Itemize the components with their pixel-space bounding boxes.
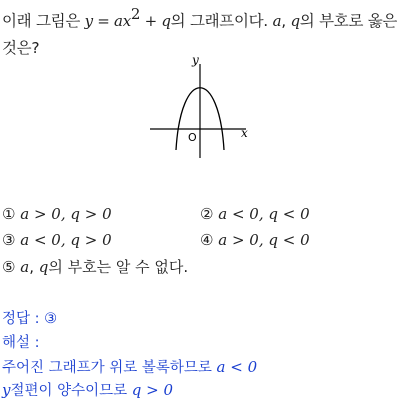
explanation-line-1-text: 주어진 그래프가 위로 볼록하므로 — [2, 360, 217, 376]
x-axis-label: x — [241, 126, 248, 140]
option-2-text: a < 0, q < 0 — [218, 205, 310, 223]
explanation-line-2-math: q > 0 — [131, 381, 174, 399]
option-5[interactable] — [2, 258, 188, 276]
option-2[interactable] — [200, 205, 310, 223]
explanation-line-2-var: y — [2, 381, 11, 399]
eq-a: a — [114, 12, 123, 30]
eq-plus: + — [140, 12, 162, 30]
origin-label: O — [188, 131, 197, 144]
eq-equals: = — [92, 12, 115, 30]
option-1[interactable] — [2, 205, 112, 223]
question-comma: , — [281, 12, 291, 30]
question-middle: 의 그래프이다. — [170, 12, 273, 30]
option-5-text: 의 부호는 알 수 없다. — [48, 258, 189, 276]
option-3-text: a < 0, q > 0 — [20, 231, 112, 249]
explanation-line-1 — [2, 358, 257, 377]
eq-x: x — [122, 12, 131, 30]
explanation-line-2-text: 절편이 양수이므로 — [10, 383, 132, 399]
explanation-line-1-math: a < 0 — [216, 358, 258, 376]
option-2-number: ② — [200, 205, 214, 223]
explanation-label: 해설 : — [2, 335, 40, 351]
option-5-comma: , — [29, 258, 39, 276]
eq-q: q — [161, 12, 171, 30]
option-5-a: a — [20, 258, 30, 276]
var-a: a — [272, 12, 282, 30]
option-4-text: a > 0, q < 0 — [218, 231, 310, 249]
question-prefix: 이래 그림은 — [2, 12, 85, 30]
option-4[interactable] — [200, 231, 310, 249]
eq-y: y — [84, 12, 93, 30]
option-1-text: a > 0, q > 0 — [20, 205, 112, 223]
y-axis-label: y — [192, 53, 199, 67]
eq-exponent: 2 — [130, 5, 141, 23]
explanation-line-2 — [2, 381, 173, 400]
question-suffix: 의 부호로 옳은 것은? — [2, 12, 398, 57]
answer-label: 정답 : ③ — [2, 311, 58, 327]
option-1-number: ① — [2, 205, 16, 223]
option-4-number: ④ — [200, 231, 214, 249]
option-5-q: q — [38, 258, 49, 276]
option-5-number: ⑤ — [2, 258, 16, 276]
var-q: q — [290, 12, 300, 30]
option-3[interactable] — [2, 231, 112, 249]
option-3-number: ③ — [2, 231, 16, 249]
